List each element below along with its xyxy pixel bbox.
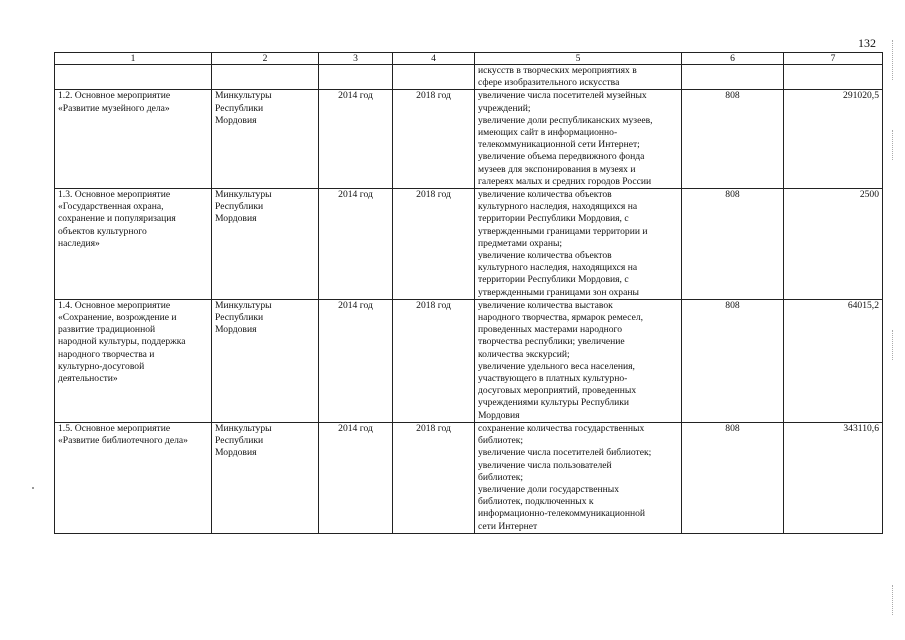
results-line: предметами охраны; bbox=[478, 237, 563, 249]
code-cell: 808 bbox=[682, 422, 784, 533]
results-line: телекоммуникационной сети Интернет; bbox=[478, 139, 640, 151]
results-line: учреждений; bbox=[478, 102, 531, 114]
results-line: народного творчества, ярмарок ремесел, bbox=[478, 312, 644, 324]
page-number: 132 bbox=[858, 36, 876, 50]
header-col-6: 6 bbox=[682, 53, 784, 65]
start-year-cell: 2014 год bbox=[319, 299, 393, 422]
measure-name-cell bbox=[55, 90, 212, 189]
results-cell bbox=[475, 65, 682, 90]
table-row bbox=[55, 189, 883, 300]
header-col-1: 1 bbox=[55, 53, 212, 65]
results-line: территории Республики Мордовия, с bbox=[478, 213, 629, 225]
results-line: проведенных мастерами народного bbox=[478, 324, 623, 336]
results-line: увеличение количества выставок bbox=[478, 299, 613, 311]
end-year-cell: 2018 год bbox=[393, 422, 475, 533]
results-line: музеев для экспонирования в музеях и bbox=[478, 163, 636, 175]
measure-line: «Сохранение, возрождение и bbox=[58, 312, 177, 324]
results-line: учреждениями культуры Республики bbox=[478, 397, 630, 409]
executor-line: Минкультуры bbox=[215, 299, 272, 311]
measure-line: «Развитие музейного дела» bbox=[58, 102, 170, 114]
results-line: библиотек; bbox=[478, 471, 524, 483]
measure-name-cell bbox=[55, 422, 212, 533]
cell bbox=[682, 65, 784, 90]
end-year-cell: 2018 год bbox=[393, 189, 475, 300]
header-col-4: 4 bbox=[393, 53, 475, 65]
executor-line: Республики bbox=[215, 435, 264, 447]
measure-line: 1.4. Основное мероприятие bbox=[58, 299, 171, 311]
cell bbox=[212, 65, 319, 90]
end-year-cell: 2018 год bbox=[393, 90, 475, 189]
code-cell: 808 bbox=[682, 299, 784, 422]
executor-line: Республики bbox=[215, 201, 264, 213]
results-line: увеличение числа посетителей музейных bbox=[478, 90, 647, 102]
executor-line: Мордовия bbox=[215, 447, 257, 459]
cell bbox=[55, 65, 212, 90]
results-line: Мордовия bbox=[478, 409, 520, 421]
header-col-2: 2 bbox=[212, 53, 319, 65]
results-line: увеличение числа посетителей библиотек; bbox=[478, 447, 652, 459]
start-year-cell: 2014 год bbox=[319, 422, 393, 533]
measures-table bbox=[54, 52, 883, 534]
results-line: увеличение доли республиканских музеев, bbox=[478, 114, 653, 126]
measure-line: сохранение и популяризация bbox=[58, 213, 176, 225]
table-row bbox=[55, 90, 883, 189]
end-year-cell: 2018 год bbox=[393, 299, 475, 422]
results-line: библиотек; bbox=[478, 435, 524, 447]
results-line: культурного наследия, находящихся на bbox=[478, 201, 638, 213]
scan-dot bbox=[32, 487, 34, 489]
measure-line: наследия» bbox=[58, 237, 100, 249]
measure-line: развитие традиционной bbox=[58, 324, 156, 336]
results-line: утвержденными границами территории и bbox=[478, 225, 648, 237]
measure-line: 1.2. Основное мероприятие bbox=[58, 90, 171, 102]
executor-cell bbox=[212, 422, 319, 533]
results-line: имеющих сайт в информационно- bbox=[478, 127, 618, 139]
scan-mark bbox=[892, 330, 899, 360]
amount-cell: 291020,5 bbox=[784, 90, 883, 189]
cell bbox=[784, 65, 883, 90]
measure-line: 1.5. Основное мероприятие bbox=[58, 422, 171, 434]
results-line: библиотек, подключенных к bbox=[478, 496, 594, 508]
measure-name-cell bbox=[55, 299, 212, 422]
results-line: информационно-телекоммуникационной bbox=[478, 508, 646, 520]
executor-cell bbox=[212, 299, 319, 422]
measure-line: 1.3. Основное мероприятие bbox=[58, 189, 171, 201]
cell bbox=[393, 65, 475, 90]
executor-line: Мордовия bbox=[215, 213, 257, 225]
code-cell: 808 bbox=[682, 189, 784, 300]
results-line: галереях малых и средних городов России bbox=[478, 175, 652, 187]
amount-cell: 343110,6 bbox=[784, 422, 883, 533]
results-cell bbox=[475, 189, 682, 300]
start-year-cell: 2014 год bbox=[319, 90, 393, 189]
table-row bbox=[55, 422, 883, 533]
executor-cell bbox=[212, 189, 319, 300]
measure-line: культурно-досуговой bbox=[58, 360, 145, 372]
executor-line: Минкультуры bbox=[215, 90, 272, 102]
results-line: культурного наследия, находящихся на bbox=[478, 262, 638, 274]
scan-mark bbox=[892, 40, 899, 80]
measure-line: народной культуры, поддержка bbox=[58, 336, 186, 348]
measure-name-cell bbox=[55, 189, 212, 300]
header-col-7: 7 bbox=[784, 53, 883, 65]
executor-line: Минкультуры bbox=[215, 422, 272, 434]
header-row bbox=[55, 53, 883, 65]
executor-line: Мордовия bbox=[215, 324, 257, 336]
results-line: утвержденными границами зон охраны bbox=[478, 286, 639, 298]
code-cell: 808 bbox=[682, 90, 784, 189]
results-cell bbox=[475, 422, 682, 533]
header-col-5: 5 bbox=[475, 53, 682, 65]
measure-line: деятельности» bbox=[58, 373, 118, 385]
executor-line: Республики bbox=[215, 102, 264, 114]
executor-line: Республики bbox=[215, 312, 264, 324]
amount-cell: 64015,2 bbox=[784, 299, 883, 422]
executor-cell bbox=[212, 90, 319, 189]
measure-line: народного творчества и bbox=[58, 348, 155, 360]
results-line: сфере изобразительного искусства bbox=[478, 77, 620, 89]
header-col-3: 3 bbox=[319, 53, 393, 65]
measure-line: объектов культурного bbox=[58, 225, 147, 237]
results-line: увеличение количества объектов bbox=[478, 189, 612, 201]
cell bbox=[319, 65, 393, 90]
results-line: увеличение числа пользователей bbox=[478, 459, 612, 471]
results-line: сохранение количества государственных bbox=[478, 422, 645, 434]
measure-line: «Государственная охрана, bbox=[58, 201, 164, 213]
results-line: досуговых мероприятий, проведенных bbox=[478, 385, 637, 397]
start-year-cell: 2014 год bbox=[319, 189, 393, 300]
results-line: увеличение количества объектов bbox=[478, 250, 612, 262]
executor-line: Минкультуры bbox=[215, 189, 272, 201]
measure-line: «Развитие библиотечного дела» bbox=[58, 435, 188, 447]
results-cell bbox=[475, 299, 682, 422]
continuation-row bbox=[55, 65, 883, 90]
results-line: территории Республики Мордовия, с bbox=[478, 274, 629, 286]
results-line: творчества республики; увеличение bbox=[478, 336, 625, 348]
amount-cell: 2500 bbox=[784, 189, 883, 300]
results-cell bbox=[475, 90, 682, 189]
executor-line: Мордовия bbox=[215, 114, 257, 126]
table-row bbox=[55, 299, 883, 422]
results-line: количества экскурсий; bbox=[478, 348, 570, 360]
results-line: искусств в творческих мероприятиях в bbox=[478, 65, 637, 76]
results-line: увеличение удельного веса населения, bbox=[478, 360, 635, 372]
results-line: сети Интернет bbox=[478, 520, 538, 532]
results-line: увеличение объема передвижного фонда bbox=[478, 151, 645, 163]
scan-mark bbox=[892, 130, 899, 160]
results-line: увеличение доли государственных bbox=[478, 483, 620, 495]
scan-mark bbox=[892, 585, 899, 615]
results-line: участвующего в платных культурно- bbox=[478, 373, 628, 385]
